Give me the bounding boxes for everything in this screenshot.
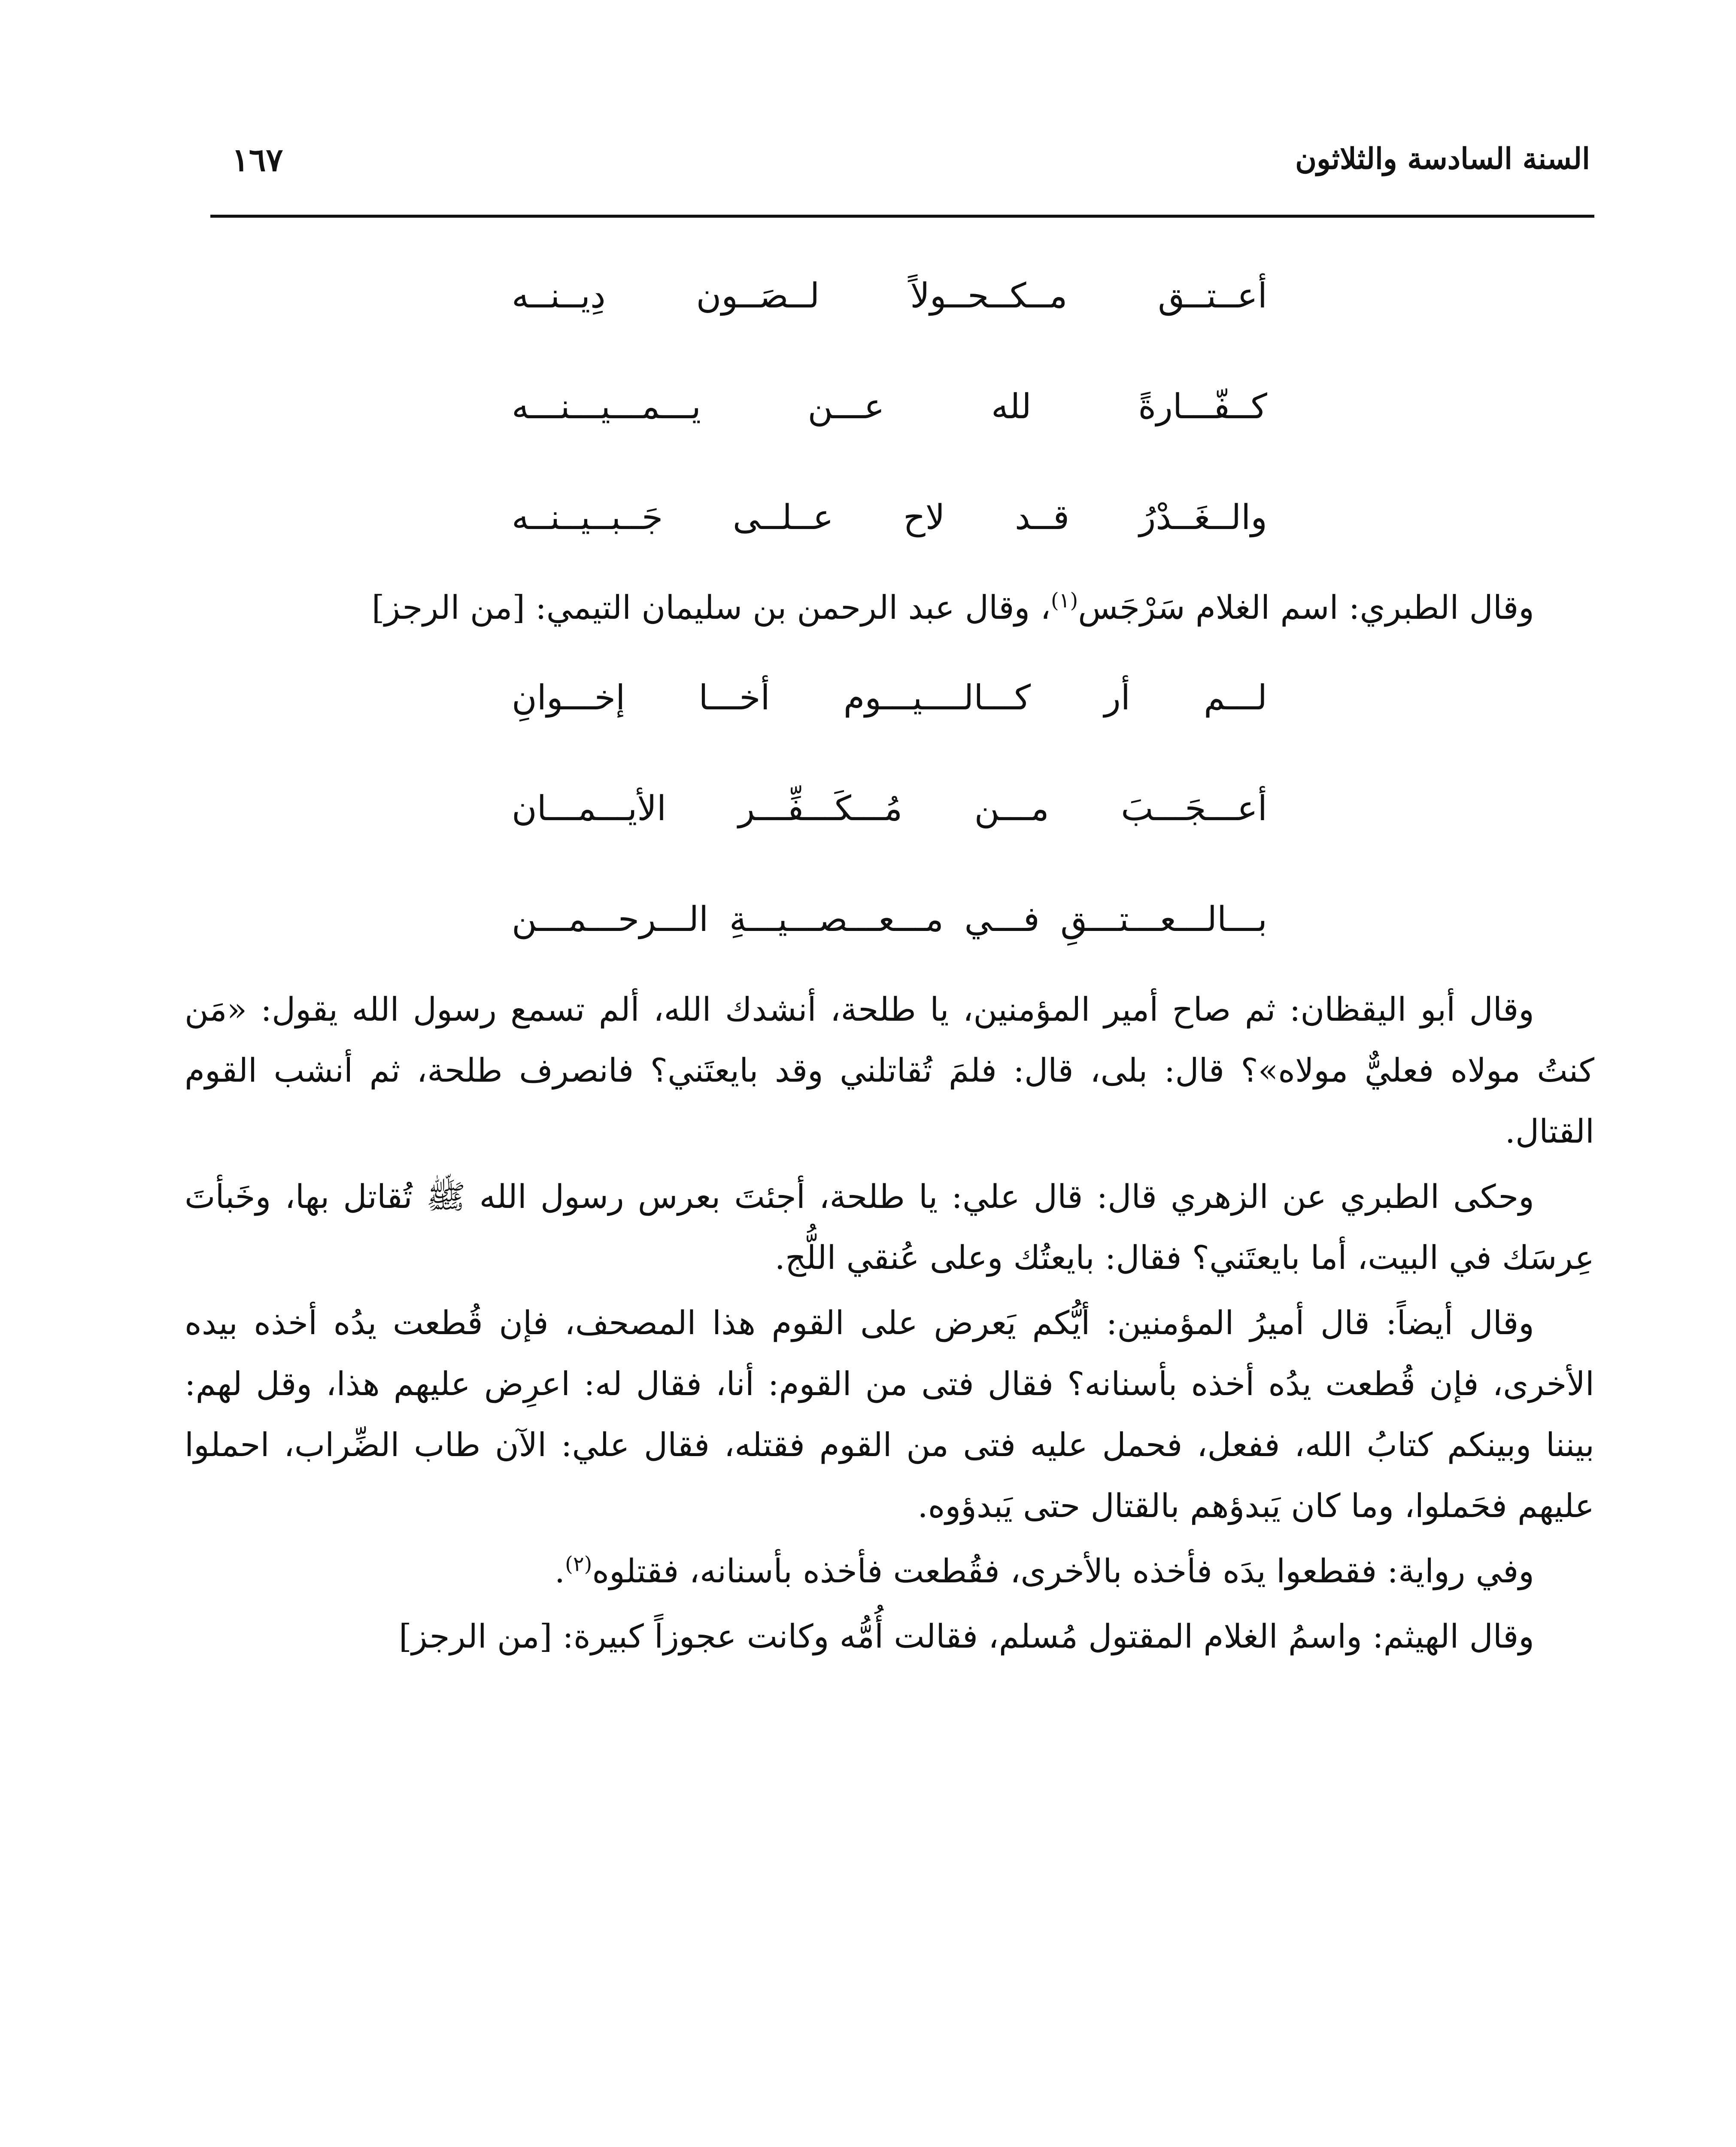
paragraph-text: وفي رواية: فقطعوا يدَه فأخذه بالأخرى، فقُطعت فأخذه بأسنانه، فقتلوه — [592, 1552, 1534, 1590]
paragraph: وقال أبو اليقظان: ثم صاح أمير المؤمنين، يا طلحة، أنشدك الله، ألم تسمع رسول الله يقول: «مَن كنتُ مولاه فعليٌّ مولاه»؟ قال: بلى، قال: فلمَ تُقاتلني وقد بايعتَني؟ فانصرف طلحة، ثم أنشب القوم القتال. — [185, 990, 1594, 1150]
paragraph: وقال الهيثم: واسمُ الغلام المقتول مُسلم، فقالت أُمُّه وكانت عجوزاً كبيرة: [من الرجز] — [399, 1617, 1534, 1655]
paragraph: وقال أيضاً: قال أميرُ المؤمنين: أيُّكم يَعرض على القوم هذا المصحف، فإن قُطعت يدُه أخذه بيده الأخرى، فإن قُطعت يدُه أخذه بأسنانه؟ فقال فتى من القوم: أنا، فقال له: اعرِض عليهم هذا، وقل لهم: بيننا وبينكم كتابُ الله، ففعل، فحمل عليه فتى من القوم فقتله، فقال علي: الآن طاب الضِّراب، احملوا عليهم فحَملوا، وما كان يَبدؤهم بالقتال حتى يَبدؤوه. — [185, 1304, 1594, 1525]
poem-line: بـــالـــعـــتـــقِ فـــي مـــعـــصـــيـــةِ الـــرحـــمـــن — [512, 899, 1267, 939]
header-rule — [210, 215, 1594, 218]
poem-line: أعــتــق مــكــحــولاً لــصَــون دِيــنــه — [512, 276, 1267, 316]
paragraph: وفي رواية: فقطعوا يدَه فأخذه بالأخرى، فقُطعت فأخذه بأسنانه، فقتلوه$^{(٢)}$. — [554, 1552, 1534, 1590]
footnote-marker: (٢) — [565, 1552, 592, 1576]
poem-line: والــغَــدْرُ قــد لاح عــلــى جَــبــيــنــه — [512, 497, 1267, 537]
poem-line: لـــم أر كـــالــــيـــوم أخـــا إخـــوانِ — [512, 678, 1267, 718]
page-number: ١٦٧ — [232, 142, 283, 179]
running-header-title: السنة السادسة والثلاثون — [1295, 142, 1590, 176]
paragraph-text: ، وقال عبد الرحمن بن سليمان التيمي: [من الرجز] — [371, 588, 1051, 626]
poem-line: أعـــجَـــبَ مـــن مُـــكَـــفِّـــر الأيـــمـــان — [512, 788, 1267, 828]
footnote-marker: (١) — [1050, 588, 1078, 613]
poem-1 — [185, 240, 1594, 573]
poem-2 — [185, 642, 1594, 975]
paragraph — [185, 577, 1594, 638]
paragraph: وحكى الطبري عن الزهري قال: قال علي: يا طلحة، أجئتَ بعرس رسول الله ﷺ تُقاتل بها، وخَبأتَ عِرسَك في البيت، أما بايعتَني؟ فقال: بايعتُك وعلى عُنقي اللُّج. — [185, 1177, 1594, 1277]
paragraph-text: وقال الطبري: اسم الغلام سَرْجَس — [1078, 588, 1534, 626]
main-text — [185, 240, 1594, 1671]
poem-line: كــفّـــارةً لله عـــن يـــمـــيـــنـــه — [512, 386, 1267, 426]
